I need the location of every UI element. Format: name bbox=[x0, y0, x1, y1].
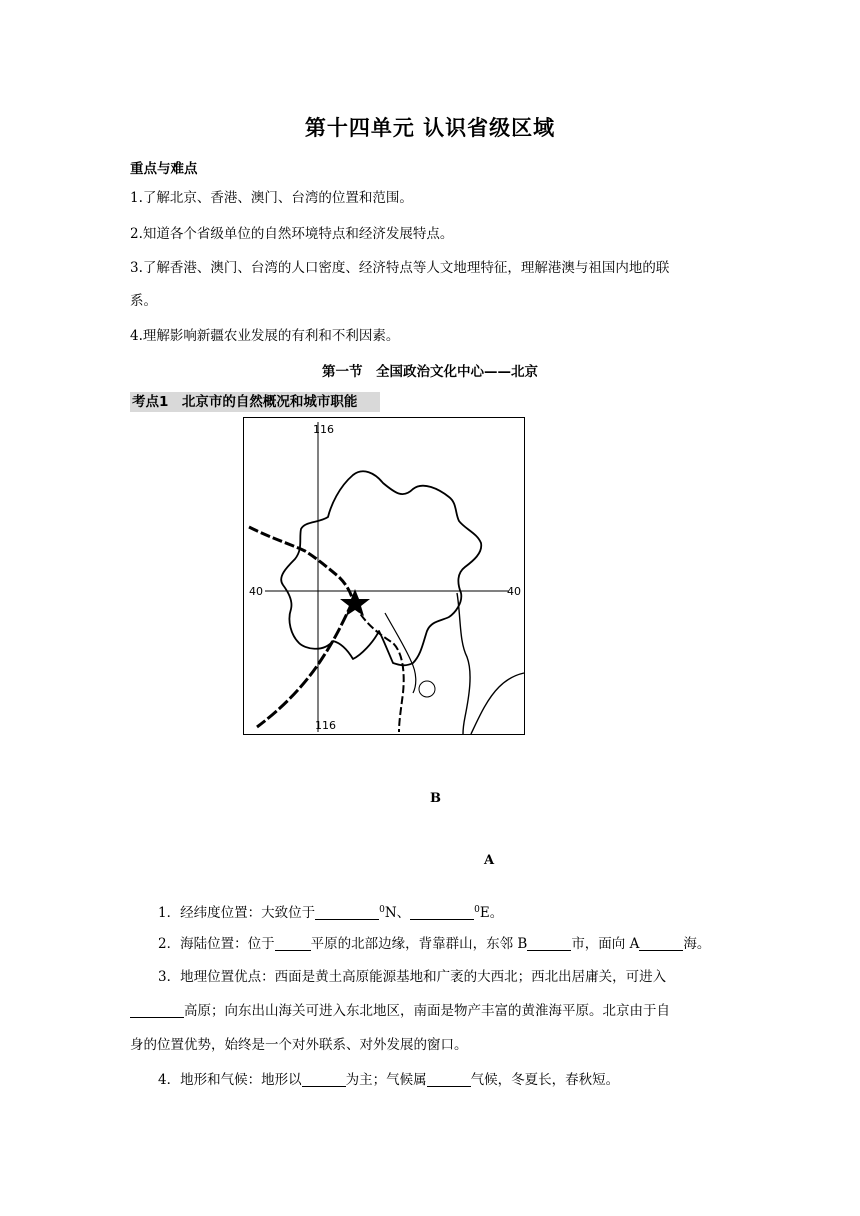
label-a: A bbox=[484, 853, 495, 868]
blank-latitude[interactable] bbox=[315, 905, 379, 920]
question-1: 1．经纬度位置：大致位于 $^0$N、 $^0$E。 bbox=[158, 905, 504, 921]
question-3-line-1: 3．地理位置优点：西面是黄土高原能源基地和广袤的大西北；西北出居庸关，可进入 bbox=[158, 969, 667, 985]
focus-heading: 重点与难点 bbox=[130, 161, 198, 177]
focus-item-3-cont: 系。 bbox=[130, 293, 157, 309]
blank-plain[interactable] bbox=[275, 936, 311, 951]
page-title: 第十四单元 认识省级区域 bbox=[304, 116, 556, 140]
blank-terrain[interactable] bbox=[302, 1072, 346, 1087]
blank-climate[interactable] bbox=[427, 1072, 471, 1087]
focus-item-4: 4.理解影响新疆农业发展的有利和不利因素。 bbox=[130, 328, 400, 344]
lat-label-right: 40 bbox=[507, 585, 521, 598]
label-b: B bbox=[430, 791, 441, 806]
question-3-line-3: 身的位置优势，始终是一个对外联系、对外发展的窗口。 bbox=[130, 1037, 468, 1053]
blank-city-b[interactable] bbox=[527, 936, 571, 951]
blank-sea-a[interactable] bbox=[639, 936, 683, 951]
map-frame bbox=[244, 418, 525, 735]
focus-item-3: 3.了解香港、澳门、台湾的人口密度、经济特点等人文地理特征，理解港澳与祖国内地的联 bbox=[130, 260, 670, 276]
lat-label-left: 40 bbox=[249, 585, 263, 598]
kaodian-heading: 考点1 北京市的自然概况和城市职能 bbox=[130, 392, 380, 412]
tianjin-circle bbox=[419, 681, 435, 697]
question-2: 2．海陆位置：位于 平原的北部边缘，背靠群山，东邻 B 市，面向 A 海。 bbox=[158, 936, 711, 952]
lon-label-bottom: 116 bbox=[315, 719, 336, 732]
blank-longitude[interactable] bbox=[410, 905, 474, 920]
question-4: 4．地形和气候：地形以 为主；气候属 气候，冬夏长，春秋短。 bbox=[158, 1072, 620, 1088]
focus-item-2: 2.知道各个省级单位的自然环境特点和经济发展特点。 bbox=[130, 226, 454, 242]
focus-item-1: 1.了解北京、香港、澳门、台湾的位置和范围。 bbox=[130, 190, 413, 206]
beijing-map bbox=[243, 417, 525, 735]
blank-plateau[interactable] bbox=[130, 1003, 184, 1018]
section-title: 第一节 全国政治文化中心——北京 bbox=[322, 364, 538, 380]
question-3-line-2: 高原；向东出山海关可进入东北地区，南面是物产丰富的黄淮海平原。北京由于自 bbox=[130, 1001, 670, 1021]
lon-label-top: 116 bbox=[313, 423, 334, 436]
